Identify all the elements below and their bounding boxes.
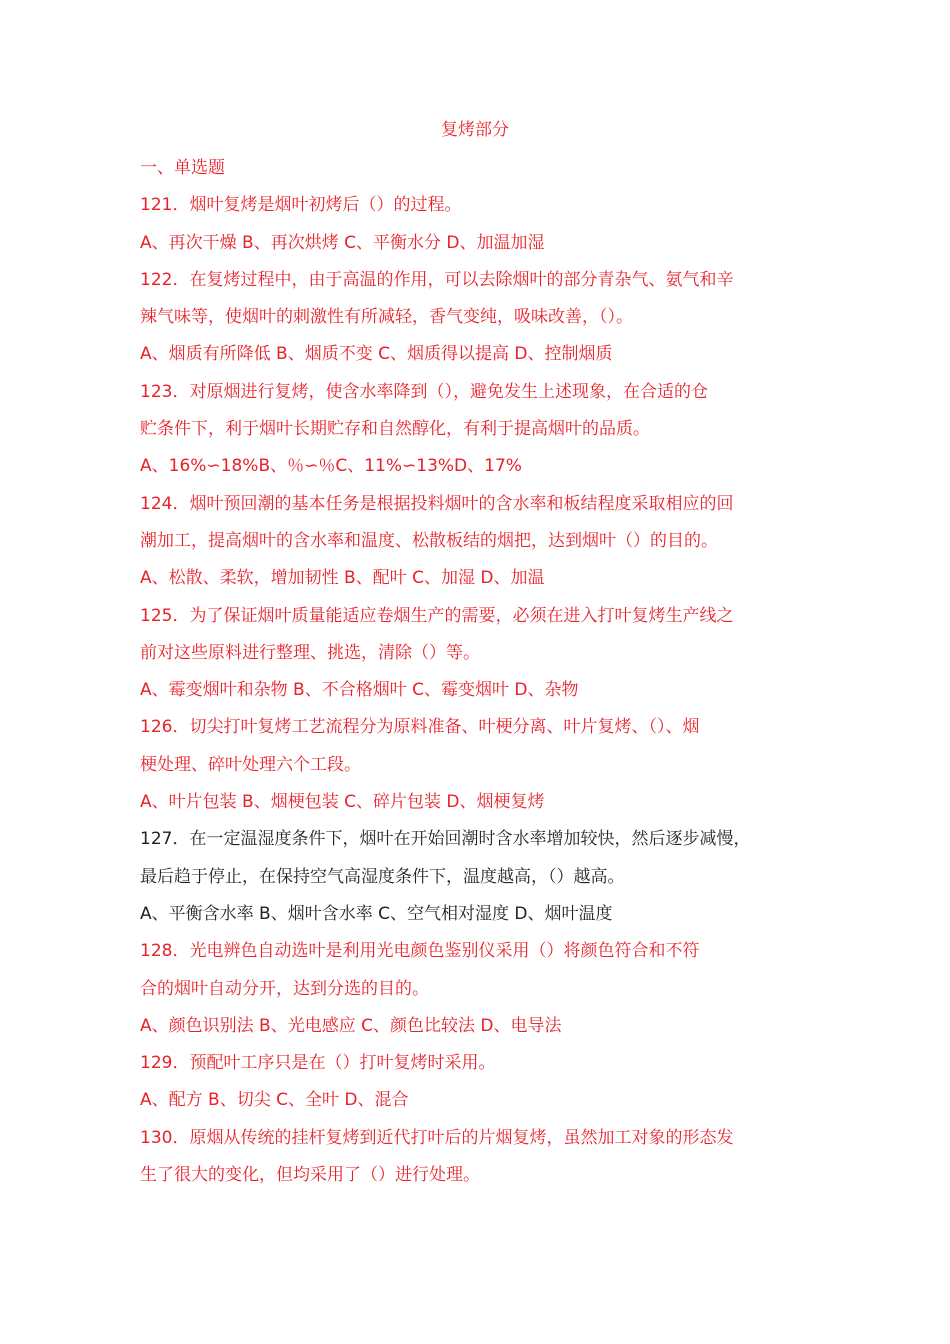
question-line: 130．原烟从传统的挂杆复烤到近代打叶后的片烟复烤，虽然加工对象的形态发 <box>140 1127 734 1148</box>
options-line: A、霉变烟叶和杂物 B、不合格烟叶 C、霉变烟叶 D、杂物 <box>140 680 579 701</box>
options-line: A、16%∽18%B、％∽％C、11%∽13%D、17% <box>140 456 522 477</box>
question-line: 127．在一定温湿度条件下，烟叶在开始回潮时含水率增加较快，然后逐步减慢， <box>140 829 751 850</box>
options-line: A、平衡含水率 B、烟叶含水率 C、空气相对湿度 D、烟叶温度 <box>140 903 613 924</box>
options-line: A、烟质有所降低 B、烟质不变 C、烟质得以提高 D、控制烟质 <box>140 344 613 365</box>
question-line: 前对这些原料进行整理、挑选，清除（）等。 <box>140 642 480 663</box>
question-line: 梗处理、碎叶处理六个工段。 <box>140 754 361 775</box>
question-line: 121．烟叶复烤是烟叶初烤后（）的过程。 <box>140 195 462 216</box>
section-heading: 一、单选题 <box>140 158 225 178</box>
question-line: 124．烟叶预回潮的基本任务是根据投料烟叶的含水率和板结程度采取相应的回 <box>140 493 734 514</box>
question-line: 合的烟叶自动分开，达到分选的目的。 <box>140 978 429 999</box>
options-line: A、颜色识别法 B、光电感应 C、颜色比较法 D、电导法 <box>140 1015 562 1036</box>
question-line: 126．切尖打叶复烤工艺流程分为原料准备、叶梗分离、叶片复烤、（）、烟 <box>140 717 700 738</box>
question-line: 贮条件下，利于烟叶长期贮存和自然醇化，有利于提高烟叶的品质。 <box>140 419 650 440</box>
question-line: 125．为了保证烟叶质量能适应卷烟生产的需要，必须在进入打叶复烤生产线之 <box>140 605 734 626</box>
question-line: 辣气味等，使烟叶的刺激性有所减轻，香气变纯，吸味改善，（）。 <box>140 307 633 328</box>
question-line: 潮加工，提高烟叶的含水率和温度、松散板结的烟把，达到烟叶（）的目的。 <box>140 530 718 551</box>
options-line: A、配方 B、切尖 C、全叶 D、混合 <box>140 1090 409 1111</box>
question-line: 122．在复烤过程中，由于高温的作用，可以去除烟叶的部分青杂气、氨气和辛 <box>140 269 734 290</box>
question-line: 最后趋于停止，在保持空气高湿度条件下，温度越高，（）越高。 <box>140 866 625 887</box>
question-line: 123．对原烟进行复烤，使含水率降到（），避免发生上述现象，在合适的仓 <box>140 381 708 402</box>
options-line: A、松散、柔软，增加韧性 B、配叶 C、加湿 D、加温 <box>140 568 545 589</box>
options-line: A、叶片包装 B、烟梗包装 C、碎片包装 D、烟梗复烤 <box>140 792 545 813</box>
options-line: A、再次干燥 B、再次烘烤 C、平衡水分 D、加温加湿 <box>140 232 545 253</box>
page-title: 复烤部分 <box>441 120 509 140</box>
question-line: 生了很大的变化，但均采用了（）进行处理。 <box>140 1165 480 1186</box>
document-body <box>140 150 820 1194</box>
question-line: 128．光电辨色自动选叶是利用光电颜色鉴别仪采用（）将颜色符合和不符 <box>140 941 700 962</box>
question-line: 129．预配叶工序只是在（）打叶复烤时采用。 <box>140 1053 496 1074</box>
